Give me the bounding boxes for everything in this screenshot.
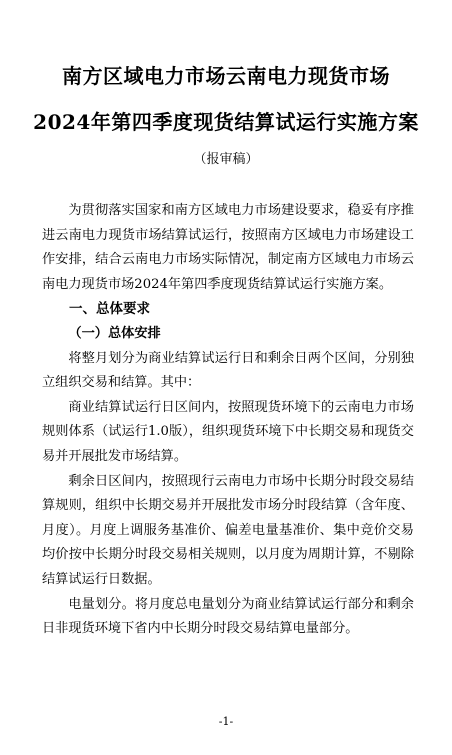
- document-title-line1: 南方区域电力市场云南电力现货市场: [62, 64, 390, 88]
- paragraph-interval-division: 将整月划分为商业结算试运行日和剩余日两个区间，分别独立组织交易和结算。其中：: [42, 350, 414, 391]
- document-subtitle: （报审稿）: [193, 152, 259, 167]
- document-title-line2: 2024年第四季度现货结算试运行实施方案: [33, 110, 419, 134]
- intro-paragraph: 为贯彻落实国家和南方区域电力市场建设要求，稳妥有序推进云南电力现货市场结算试运行，按照南方区域电力市场建设工作安排，结合云南电力市场实际情况，制定南方区域电力市场云南电力现货市场2024年第四季度现货结算试运行实施方案。: [42, 203, 414, 292]
- subsection-heading-overall-arrangement: （一）总体安排: [68, 325, 161, 341]
- paragraph-commercial-trial-days: 商业结算试运行日区间内，按照现货环境下的云南电力市场规则体系（试运行1.0版），组织现货环境下中长期交易和现货交易并开展批发市场结算。: [42, 399, 414, 464]
- paragraph-energy-division: 电量划分。将月度总电量划分为商业结算试运行部分和剩余日非现货环境下省内中长期分时段交易结算电量部分。: [42, 596, 414, 637]
- section-heading-general-requirements: 一、总体要求: [69, 301, 150, 318]
- document-body: [42, 199, 414, 642]
- page-number: -1-: [218, 715, 234, 728]
- paragraph-remaining-days: 剩余日区间内，按照现行云南电力市场中长期分时段交易结算规则，组织中长期交易并开展批发市场分时段结算（含年度、月度）。月度上调服务基准价、偏差电量基准价、集中竞价交易均价按中长期分时段交易相关规则，以月度为周期计算，不剔除结算试运行日数据。: [42, 473, 414, 587]
